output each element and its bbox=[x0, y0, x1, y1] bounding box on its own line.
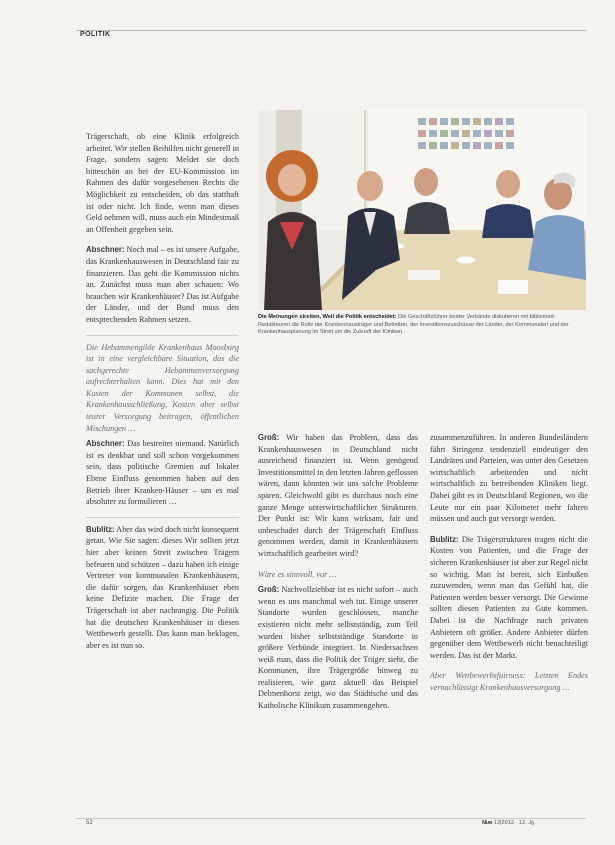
speaker-name: Bublitz: bbox=[86, 524, 115, 534]
speaker-name: Groß: bbox=[258, 433, 280, 442]
divider bbox=[86, 517, 239, 518]
speaker-name: Abschner: bbox=[86, 245, 125, 255]
interview-question: Aber Wettbewerbsfairness: Letzten Endes vernachlässigt Krankenhausversorgung … bbox=[430, 671, 588, 692]
paragraph: Groß: Wir haben das Problem, dass das Krankenhauswesen in Deutschland nicht ausreichend finanziert ist. Wenn genügend Investitionsmittel in den letzten Jahren geflossen wären, dann könnten wir uns solche Probleme sparen. Gleichwohl gibt es durchaus noch eine ganze Menge unterwirtschaftlicher Strukturen. Der Punkt ist: Wir kann wirksam, fair und unbeschadet durch der Trägerschaft Einfluss genommen werden, damit in Krankenhäusern wirtschaftlich gearbeitet wird? bbox=[258, 433, 418, 558]
issue-info: 12|2012 · 12. Jg. bbox=[493, 820, 536, 826]
paragraph: zusammenzuführen. In anderen Bundesländern fährt Stringenz tendenziell eindeutiger den Landräten und Parteien, was unter den Gesetzen wirtschaftlich arbeitenden und nicht wirtschaftlich zu betreibenden Kliniken liegt. Dabei gibt es in Deutschland Regionen, wo die Leute nur ein paar Kilometer mehr fahren müssen und auch gut versorgt werden. bbox=[430, 433, 589, 524]
section-label: POLITIK bbox=[80, 31, 111, 38]
paragraph: Groß: Nachvollziehbar ist es nicht sofort – auch wenn es uns manchmal weh tut. Einige unserer Standorte wurden geschlossen, manche existieren nicht mehr selbstständig, zum Teil wurden bisher selbstständige Standorte in größere Verbünde integriert. In Niedersachsen weiß man, dass die Politik der Träger sieht, die Kommunen, ihre Trägergröße hinweg zu realisieren, wie ganz aktuell das Beispiel Delmenhorst zeigt, wo das Städtische und das Katholische Klinikum zusammengehen. bbox=[258, 585, 418, 711]
paragraph: Abschner: Das bestreitet niemand. Natürlich ist es denkbar und soll schon vorgekommen sein, dass politische Gremien auf lokaler Ebene Einfluss genommen haben auf den Betrieb ihrer Kranken-Häuser – um es mal absoluter zu formulieren … bbox=[86, 439, 239, 507]
text-column-2 bbox=[258, 432, 418, 721]
paragraph: Abschner: Noch mal – es ist unsere Aufgabe, das Krankenhauswesen in Deutschland fair zu finanzieren. Das geht die Kommission nichts an. Zunächst muss man aber schauen: Wo brauchen wir Krankenhäuser? Das ist Aufgabe der Länder, und der Bund muss den entsprechenden Rahmen setzen. bbox=[86, 245, 239, 324]
divider bbox=[86, 335, 239, 336]
speaker-name: Bublitz: bbox=[430, 534, 459, 544]
speaker-name: Groß: bbox=[258, 585, 280, 595]
magazine-name: f&w bbox=[482, 820, 493, 826]
page-number: 52 bbox=[86, 820, 93, 826]
paragraph: Bublitz: Aber das wird doch nicht konsequent getan. Wie Sie sagen: dieses Wir sollten jetzt hier aber keinen Streit zwischen Trägern befeuern und schützen – dazu haben ich einige Vertreter von kommunalen Krankenhäusern, die dafür sorgen, das Krankenhäuser eben keine Defizite machen. Die Frage der Trägerschaft ist aber nachrangig. Die Politik hat die deutschen Krankenhäuser in diesen Wettbewerb gestellt. Das kann man beklagen, aber es ist nun so. bbox=[86, 524, 239, 650]
paragraph: Bublitz: Die Trägerstrukturen tragen nicht die Kosten von Patienten, und die Frage der sicheren Krankenhäuser ist aber zur Regel nicht so wichtig. Man ist bereit, sich Einbußen zuzuwenden, wenn man das Gefühl hat, die Patienten werden besser versorgt. Die Gewinne sollten diesen Patienten zu Gute kommen. Dabei ist die Nachfrage nach privaten Anbietern oft größer. Andere Anbieter dürfen gegenüber dem Wettbewerb nicht benachteiligt werden. Das ist der Markt. bbox=[430, 534, 588, 660]
interview-question: Die Hebammengilde Krankenhaus Moosburg ist in eine vergleichbare Situation, das die sachgerechte Hebammenversorgung aufrechterhalten kann. Dies hat mit den Kosten der Kommunen selbst, die Krankenhausschließung, Kosten aber selbst teurer Versorgung beitragen, öffentlichen Mischungen … bbox=[86, 342, 239, 433]
footer-issue bbox=[482, 820, 536, 826]
header-rule bbox=[76, 30, 586, 31]
speaker-name: Abschner: bbox=[86, 439, 125, 449]
photo-illustration bbox=[258, 110, 586, 310]
paragraph: Trägerschaft, ob eine Klinik erfolgreich arbeitet. Wir stellen Beihilfen nicht generell in Frage, sondern sagen: Meldet sie doch bitteschön an bei der EU-Kommission im Rahmen des dafür vorgesehenen Rechts die Möglichkeit zu entscheiden, ob das statthaft ist oder nicht. Ich finde, wenn man dieses Geld nehmen will, muss auch ein Mindestmaß an Offenheit gegeben sein. bbox=[86, 132, 239, 234]
text-column-1 bbox=[86, 131, 239, 660]
footer-rule bbox=[76, 818, 586, 819]
text-column-3 bbox=[430, 432, 588, 702]
interview-photo bbox=[258, 110, 586, 310]
interview-question: Wäre es sinnvoll, vor … bbox=[258, 569, 337, 579]
photo-caption: Die Meinungen streiten, Weil die Politik entscheidet: Die Geschäftsführer beider Verbände diskutieren mit bibliomed-Redakteuren die Rolle der Krankenhausträger und Betreiber, der Investitionszuschüsse der Länder, der Kommunalen und der Krankenhausplanung im Streit um die Zukunft der Kliniken. bbox=[258, 314, 569, 336]
